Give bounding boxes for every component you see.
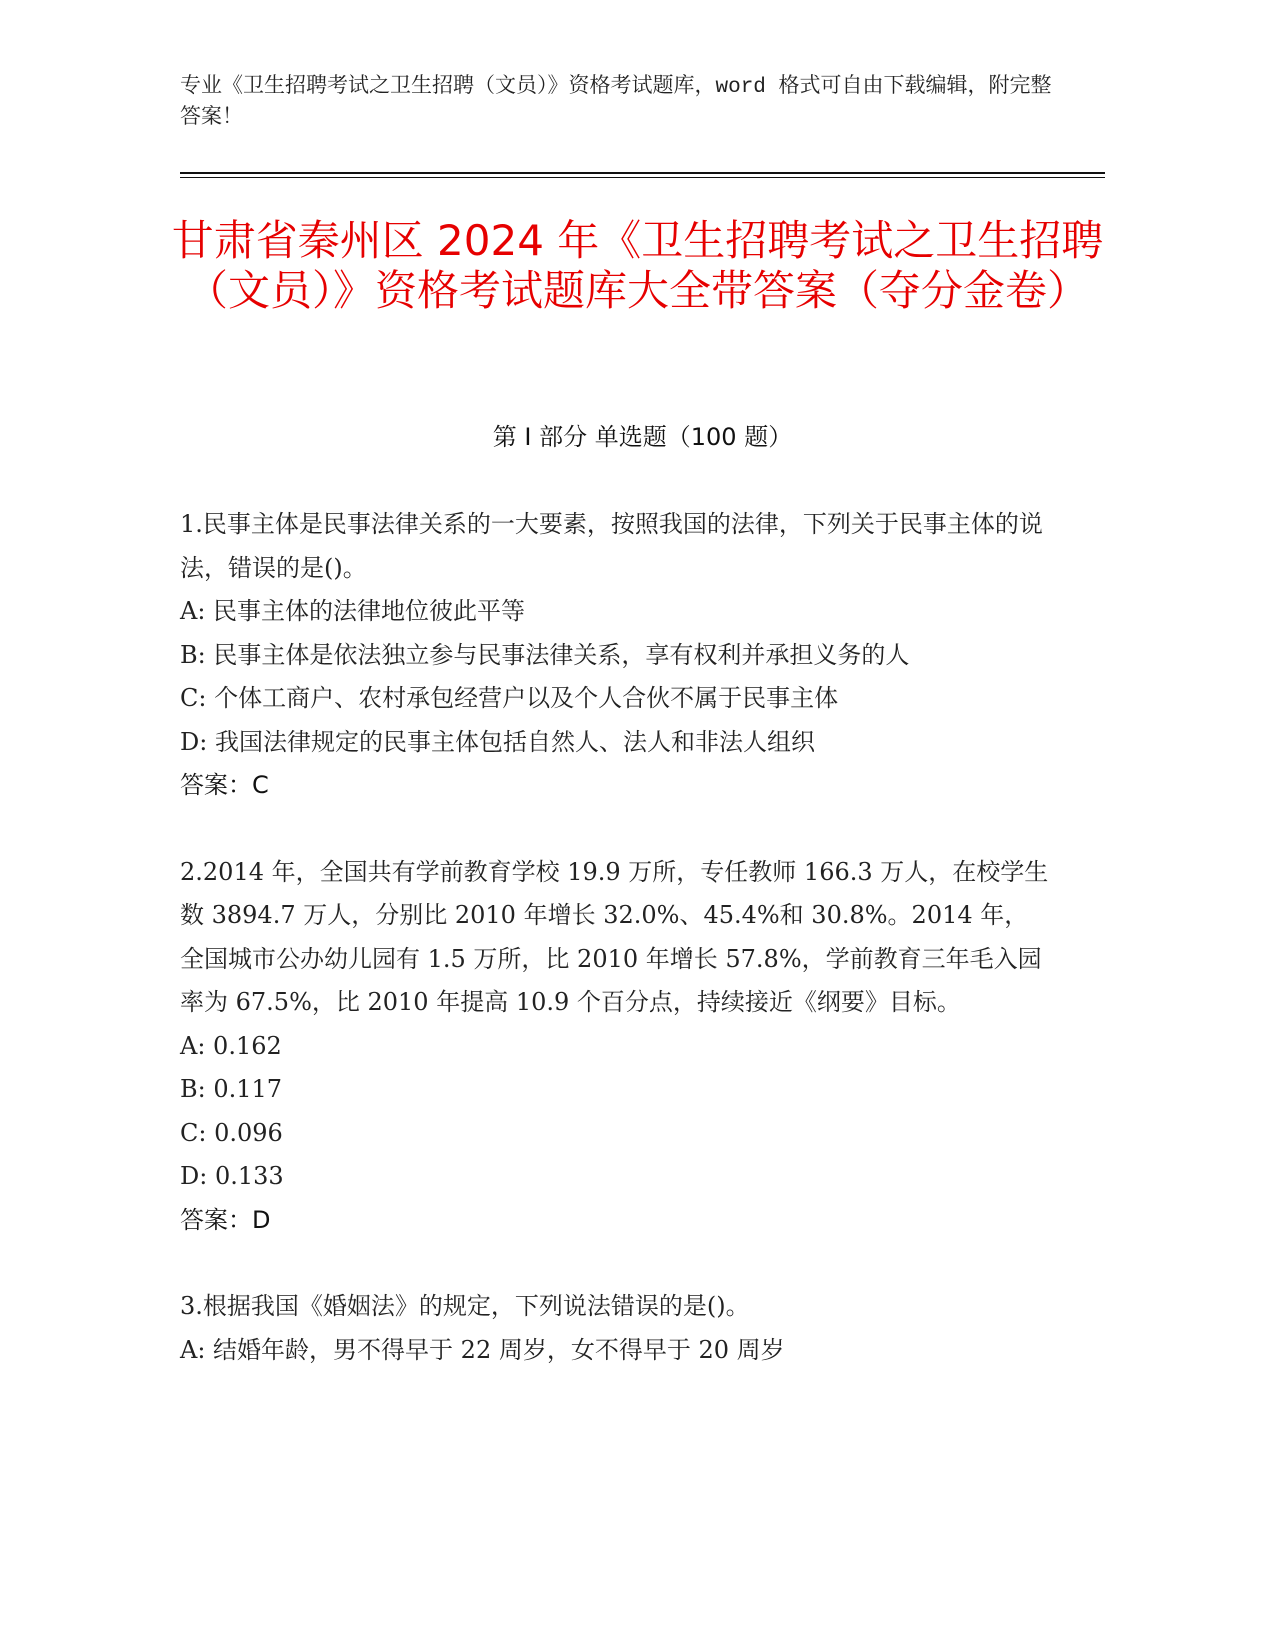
question-stem: 1.民事主体是民事法律关系的一大要素，按照我国的法律，下列关于民事主体的说法，错误的是()。 [180, 510, 1043, 582]
section-title: 第 I 部分 单选题（100 题） [492, 423, 793, 451]
option-b: B: 0.117 [180, 1075, 283, 1103]
header-divider-thin [180, 177, 1105, 178]
answer-line: 答案：C [180, 771, 269, 799]
question-stem: 3.根据我国《婚姻法》的规定，下列说法错误的是()。 [180, 1292, 750, 1320]
header-divider-thick [180, 172, 1105, 174]
option-c: C: 个体工商户、农村承包经营户以及个人合伙不属于民事主体 [180, 684, 839, 712]
option-a: A: 结婚年龄，男不得早于 22 周岁，女不得早于 20 周岁 [180, 1335, 785, 1364]
question-stem: 2.2014 年，全国共有学前教育学校 19.9 万所，专任教师 166.3 万人，在校学生数 3894.7 万人，分别比 2010 年增长 32.0%、45.4%和 30.8%。2014 年，全国城市公办幼儿园有 1.5 万所，比 2010 年增长 57.8%，学前教育三年毛入园率为 67.5%，比 2010 年提高 10.9 个百分点，持续接近《纲要》目标。 [180, 857, 1049, 1016]
answer-line: 答案：D [180, 1205, 271, 1234]
option-a: A: 民事主体的法律地位彼此平等 [180, 597, 526, 625]
header-note: 专业《卫生招聘考试之卫生招聘（文员）》资格考试题库，word 格式可自由下载编辑，附完整答案！ [180, 76, 1052, 130]
option-c: C: 0.096 [180, 1118, 283, 1147]
option-b: B: 民事主体是依法独立参与民事法律关系，享有权利并承担义务的人 [180, 640, 910, 669]
document-title: 甘肃省秦州区 2024 年《卫生招聘考试之卫生招聘（文员）》资格考试题库大全带答案（夺分金卷） [171, 216, 1104, 315]
question-1 [180, 503, 1050, 808]
question-list [180, 503, 1050, 1415]
option-d: D: 我国法律规定的民事主体包括自然人、法人和非法人组织 [180, 727, 815, 756]
question-3 [180, 1285, 1050, 1372]
option-d: D: 0.133 [180, 1162, 284, 1190]
option-a: A: 0.162 [180, 1031, 282, 1060]
question-2 [180, 851, 1050, 1243]
